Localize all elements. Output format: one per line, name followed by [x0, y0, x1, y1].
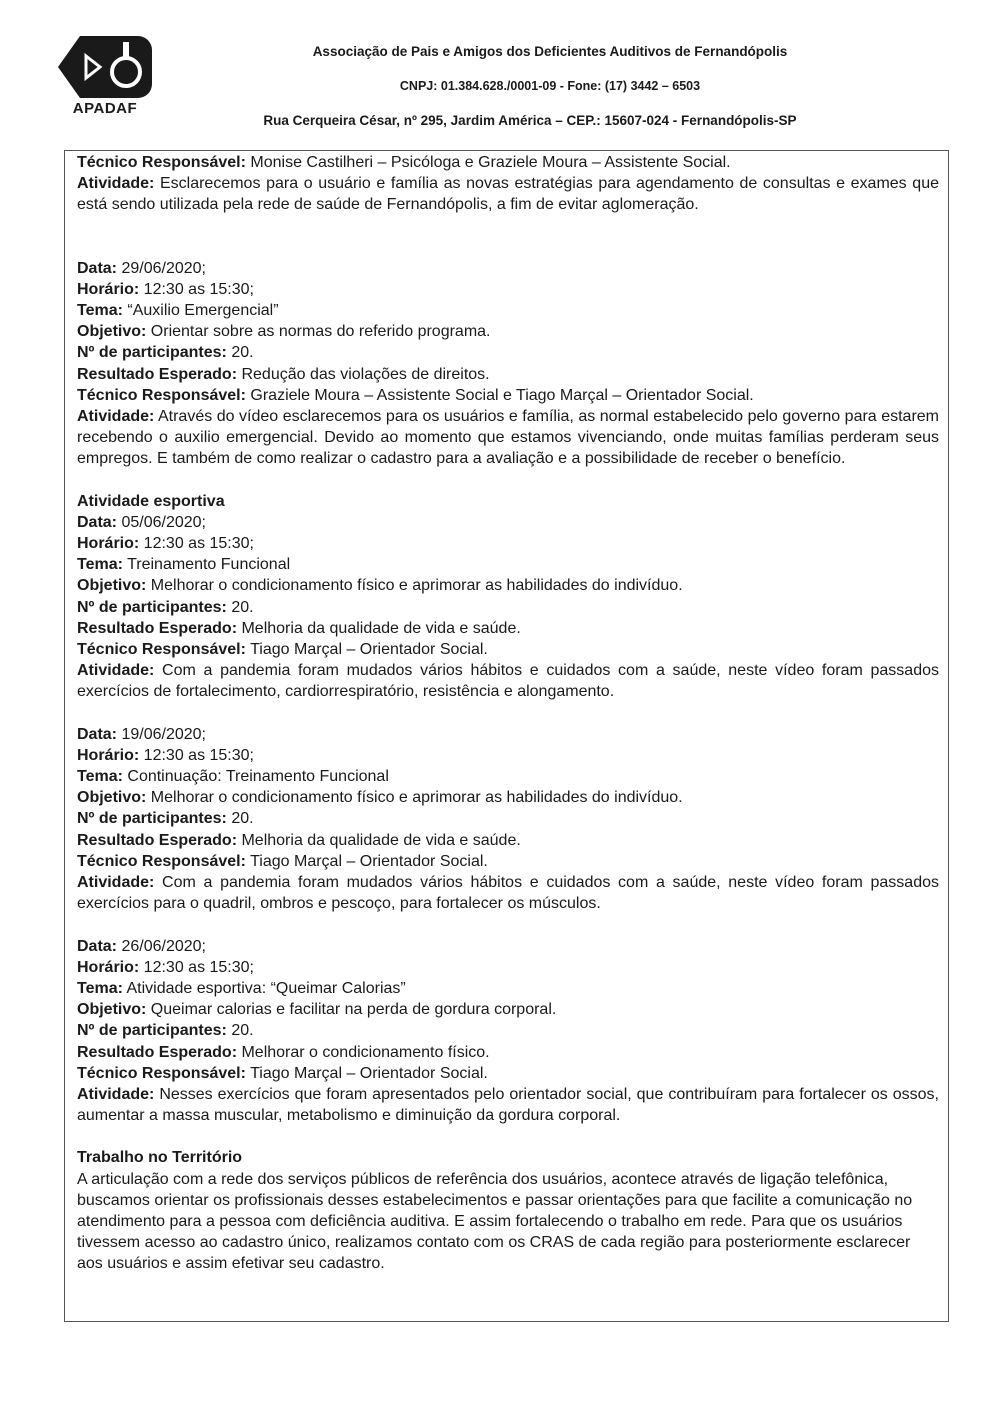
apadaf-logo	[56, 34, 154, 122]
address-line: Rua Cerqueira César, nº 295, Jardim América – CEP.: 15607-024 - Fernandópolis-SP	[263, 113, 797, 128]
entry-resultado: Resultado Esperado: Melhoria da qualidade de vida e saúde.	[77, 619, 521, 637]
section-title-sport: Atividade esportiva	[77, 492, 225, 510]
entry-tema: Tema: Atividade esportiva: “Queimar Calorias”	[77, 979, 406, 997]
logo-text: APADAF	[72, 100, 138, 117]
entry-objetivo: Objetivo: Orientar sobre as normas do referido programa.	[77, 323, 491, 341]
report-content	[77, 152, 939, 1275]
entry-tecnico: Técnico Responsável: Tiago Marçal – Orientador Social.	[77, 1064, 488, 1082]
entry-tema: Tema: Treinamento Funcional	[77, 556, 291, 574]
entry-tecnico: Técnico Responsável: Tiago Marçal – Orientador Social.	[77, 641, 488, 659]
entry-atividade: Atividade: Com a pandemia foram mudados vários hábitos e cuidados com a saúde, neste vídeo foram passados exercícios de fortalecimento, cardiorrespiratório, resistência e alongamento.	[77, 662, 939, 701]
territorio-text: A articulação com a rede dos serviços públicos de referência dos usuários, acontece através de ligação telefônica, buscamos orientar os profissionais desses estabelecimentos e passar orientações para que facilite a comunicação no atendimento para a pessoa com deficiência auditiva. E assim fortalecendo o trabalho em rede. Para que os usuários tivessem acesso ao cadastro único, realizamos contato com os CRAS de cada região para posteriormente esclarecer aos usuários e assim efetivar seu cadastro.	[77, 1170, 913, 1273]
entry-data: Data: 29/06/2020;	[77, 259, 206, 277]
entry-tecnico: Técnico Responsável: Tiago Marçal – Orientador Social.	[77, 852, 488, 870]
entry-data: Data: 19/06/2020;	[77, 725, 206, 743]
cnpj-line: CNPJ: 01.384.628./0001-09 - Fone: (17) 3442 – 6503	[399, 79, 701, 93]
entry-objetivo: Objetivo: Queimar calorias e facilitar na perda de gordura corporal.	[77, 1001, 557, 1019]
entry-continuacao	[77, 724, 939, 915]
entry-data: Data: 26/06/2020;	[77, 937, 206, 955]
entry-participantes: Nº de participantes: 20.	[77, 598, 254, 616]
org-name: Associação de Pais e Amigos dos Deficientes Auditivos de Fernandópolis	[312, 44, 788, 59]
entry-tema: Tema: Continuação: Treinamento Funcional	[77, 768, 389, 786]
entry-horario: Horário: 12:30 as 15:30;	[77, 280, 254, 298]
intro-atividade: Atividade: Esclarecemos para o usuário e família as novas estratégias para agendamento de consultas e exames que está sendo utilizada pela rede de saúde de Fernandópolis, a fim de evitar aglomeração.	[77, 175, 939, 214]
entry-resultado: Resultado Esperado: Melhorar o condicionamento físico.	[77, 1043, 490, 1061]
entry-queimar-calorias	[77, 936, 939, 1127]
entry-atividade: Atividade: Com a pandemia foram mudados vários hábitos e cuidados com a saúde, neste vídeo foram passados exercícios para o quadril, ombros e pescoço, para fortalecer os músculos.	[77, 874, 939, 913]
entry-atividade: Atividade: Nesses exercícios que foram apresentados pelo orientador social, que contribuíram para fortalecer os ossos, aumentar a massa muscular, metabolismo e diminuição da gordura corporal.	[77, 1085, 939, 1125]
entry-resultado: Resultado Esperado: Melhoria da qualidade de vida e saúde.	[77, 831, 521, 849]
entry-resultado: Resultado Esperado: Redução das violações de direitos.	[77, 365, 490, 383]
entry-auxilio	[77, 258, 939, 470]
entry-participantes: Nº de participantes: 20.	[77, 344, 254, 362]
entry-tema: Tema: “Auxilio Emergencial”	[77, 302, 279, 320]
section-title-territorio: Trabalho no Território	[77, 1149, 243, 1167]
entry-horario: Horário: 12:30 as 15:30;	[77, 535, 254, 553]
entry-participantes: Nº de participantes: 20.	[77, 810, 254, 828]
entry-horario: Horário: 12:30 as 15:30;	[77, 958, 254, 976]
entry-treinamento	[77, 512, 939, 703]
entry-objetivo: Objetivo: Melhorar o condicionamento físico e aprimorar as habilidades do indivíduo.	[77, 577, 683, 595]
entry-objetivo: Objetivo: Melhorar o condicionamento físico e aprimorar as habilidades do indivíduo.	[77, 789, 683, 807]
intro-tecnico: Técnico Responsável: Monise Castilheri – Psicóloga e Graziele Moura – Assistente Social.	[77, 154, 731, 171]
logo-emblem-icon	[56, 34, 154, 100]
entry-tecnico: Técnico Responsável: Graziele Moura – Assistente Social e Tiago Marçal – Orientador Social.	[77, 386, 754, 404]
entry-horario: Horário: 12:30 as 15:30;	[77, 746, 254, 764]
entry-participantes: Nº de participantes: 20.	[77, 1022, 254, 1040]
entry-data: Data: 05/06/2020;	[77, 513, 206, 531]
entry-atividade: Atividade: Através do vídeo esclarecemos para os usuários e família, as normal estabelecido pelo governo para estarem recebendo o auxilio emergencial. Devido ao momento que estamos vivenciando, onde muitas famílias perderam seus empregos. E também de como realizar o cadastro para a avaliação e a possibilidade de receber o benefício.	[77, 408, 939, 468]
